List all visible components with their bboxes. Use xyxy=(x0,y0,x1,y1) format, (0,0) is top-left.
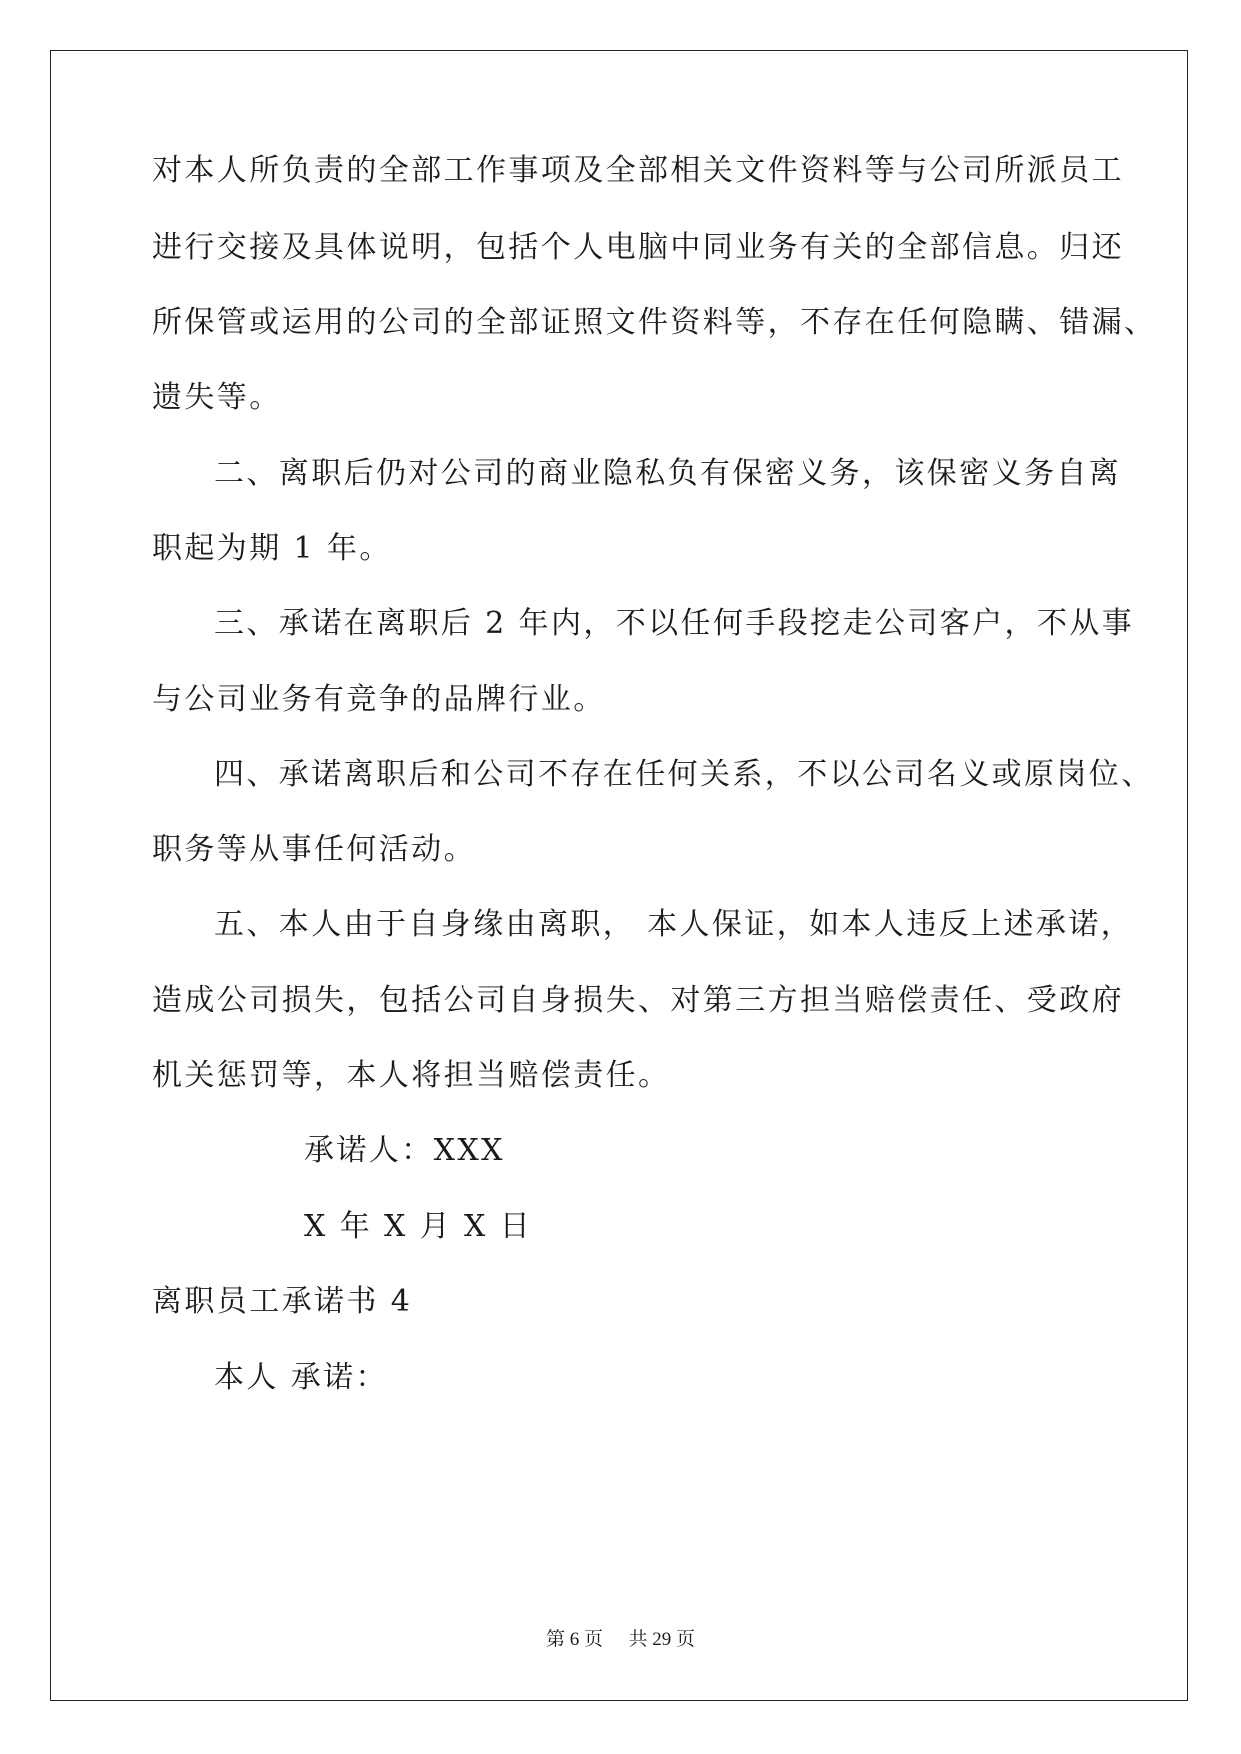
date-line: X 年 X 月 X 日 xyxy=(304,1209,533,1244)
page-border xyxy=(50,50,1188,1701)
clause-four-line: 职务等从事任何活动。 xyxy=(152,832,476,867)
paragraph-line: 对本人所负责的全部工作事项及全部相关文件资料等与公司所派员工 xyxy=(152,153,1124,188)
clause-two-line: 二、离职后仍对公司的商业隐私负有保密义务，该保密义务自离 xyxy=(214,456,1122,491)
clause-three-line: 与公司业务有竞争的品牌行业。 xyxy=(152,682,606,717)
paragraph-line: 本人 承诺： xyxy=(214,1360,388,1395)
page-footer xyxy=(0,1624,1241,1651)
paragraph-line: 遗失等。 xyxy=(152,380,282,415)
clause-five-line: 造成公司损失，包括公司自身损失、对第三方担当赔偿责任、受政府 xyxy=(152,983,1124,1018)
clause-four-line: 四、承诺离职后和公司不存在任何关系，不以公司名义或原岗位、 xyxy=(214,757,1154,792)
clause-five-line: 五、本人由于自身缘由离职， 本人保证，如本人违反上述承诺， xyxy=(214,907,1134,942)
page-total: 共 29 页 xyxy=(628,1629,696,1650)
paragraph-line: 所保管或运用的公司的全部证照文件资料等，不存在任何隐瞒、错漏、 xyxy=(152,305,1157,340)
clause-five-line: 机关惩罚等，本人将担当赔偿责任。 xyxy=(152,1058,671,1093)
clause-two-line: 职起为期 1 年。 xyxy=(152,531,392,566)
page-number: 第 6 页 xyxy=(545,1629,603,1650)
signer-line: 承诺人：XXX xyxy=(304,1133,505,1168)
paragraph-line: 进行交接及具体说明，包括个人电脑中同业务有关的全部信息。归还 xyxy=(152,230,1124,265)
section-title: 离职员工承诺书 4 xyxy=(152,1284,413,1319)
clause-three-line: 三、承诺在离职后 2 年内，不以任何手段挖走公司客户，不从事 xyxy=(214,606,1135,641)
